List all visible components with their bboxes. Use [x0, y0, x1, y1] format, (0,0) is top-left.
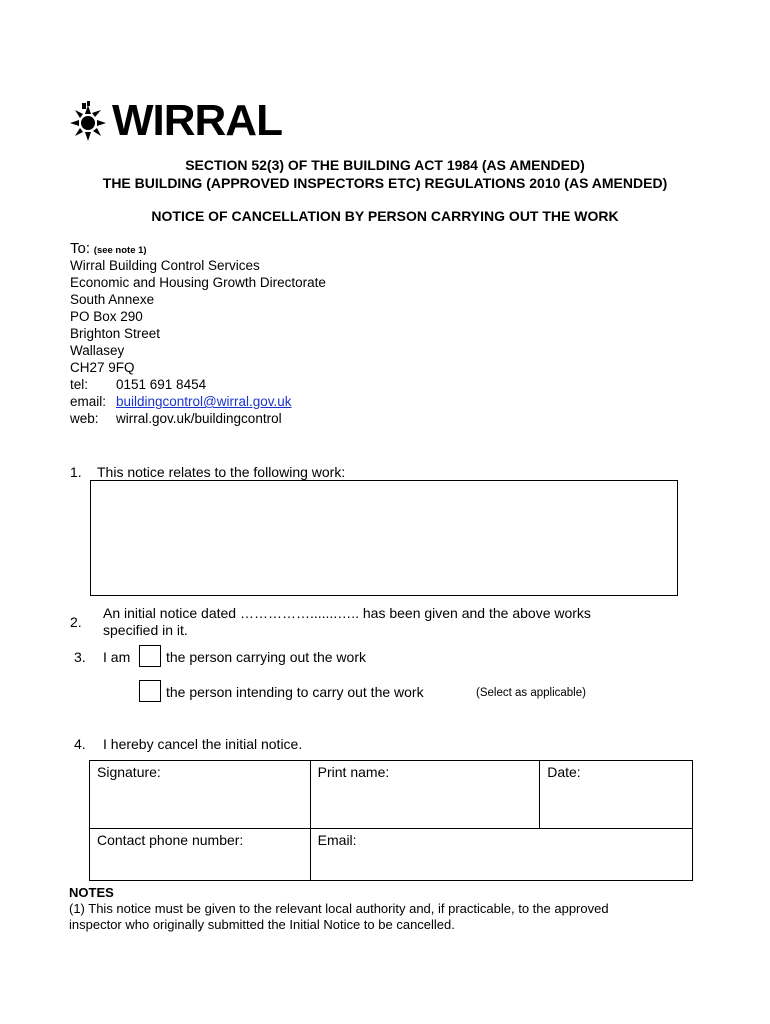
signature-label: Signature: — [97, 764, 161, 780]
notes-section — [69, 885, 709, 933]
item-2-line1: An initial notice dated …………….......….. has been given and the above works — [103, 605, 591, 621]
address-line: Economic and Housing Growth Directorate — [70, 275, 326, 290]
wirral-emblem-icon — [68, 101, 108, 141]
item-4-text: I hereby cancel the initial notice. — [103, 736, 303, 752]
item-2-line2: specified in it. — [103, 622, 188, 638]
item-3-lead: I am — [103, 649, 131, 665]
work-description-box[interactable] — [90, 480, 678, 596]
email-link[interactable]: buildingcontrol@wirral.gov.uk — [116, 394, 292, 409]
web-value: wirral.gov.uk/buildingcontrol — [116, 411, 282, 426]
act-heading: SECTION 52(3) OF THE BUILDING ACT 1984 (AS AMENDED) — [185, 157, 585, 173]
logo-wordmark: WIRRAL — [112, 96, 282, 145]
item-2-number: 2. — [70, 614, 82, 630]
address-block — [70, 240, 326, 427]
tel-row — [70, 376, 326, 393]
select-hint: (Select as applicable) — [476, 687, 586, 699]
date-cell[interactable] — [540, 761, 693, 829]
email-row — [70, 393, 326, 410]
carrying-out-checkbox[interactable] — [139, 645, 161, 667]
email-field-label: Email: — [317, 832, 357, 848]
to-line — [70, 240, 326, 257]
signature-cell[interactable] — [90, 761, 311, 829]
address-line: South Annexe — [70, 292, 155, 307]
to-label: To: — [70, 240, 91, 257]
print-name-label: Print name: — [317, 764, 390, 780]
email-cell[interactable] — [310, 829, 692, 881]
item-4-number: 4. — [74, 736, 86, 752]
phone-label: Contact phone number: — [97, 832, 244, 848]
phone-cell[interactable] — [90, 829, 311, 881]
notice-title: NOTICE OF CANCELLATION BY PERSON CARRYING OUT THE WORK — [151, 208, 619, 224]
tel-value: 0151 691 8454 — [116, 377, 207, 392]
web-label: web: — [70, 411, 99, 426]
note-line: (1) This notice must be given to the relevant local authority and, if practicable, to the approved — [69, 901, 609, 916]
item-1-text: This notice relates to the following work: — [97, 464, 346, 480]
item-3-number: 3. — [74, 649, 86, 665]
option-intending-label: the person intending to carry out the work — [166, 684, 424, 700]
note-line: inspector who originally submitted the Initial Notice to be cancelled. — [69, 917, 455, 932]
address-line: PO Box 290 — [70, 309, 143, 324]
email-label: email: — [70, 394, 107, 409]
web-row — [70, 410, 326, 427]
item-1-number: 1. — [70, 464, 82, 480]
address-line: Brighton Street — [70, 326, 161, 341]
wirral-logo — [68, 96, 282, 145]
tel-label: tel: — [70, 377, 89, 392]
address-line: Wirral Building Control Services — [70, 258, 260, 273]
print-name-cell[interactable] — [310, 761, 540, 829]
intending-checkbox[interactable] — [139, 680, 161, 702]
see-note-label: (see note 1) — [93, 245, 147, 256]
address-line: CH27 9FQ — [70, 360, 135, 375]
date-label: Date: — [547, 764, 581, 780]
address-line: Wallasey — [70, 343, 125, 358]
option-carrying-out-label: the person carrying out the work — [166, 649, 366, 665]
regulations-heading: THE BUILDING (APPROVED INSPECTORS ETC) REGULATIONS 2010 (AS AMENDED) — [102, 175, 668, 191]
signature-table — [89, 760, 693, 881]
notes-heading: NOTES — [69, 885, 114, 900]
